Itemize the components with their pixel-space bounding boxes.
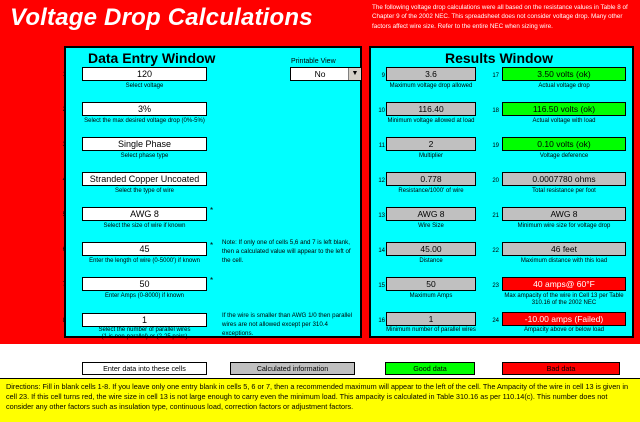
cell-number: 7 bbox=[62, 282, 66, 288]
parallel-wires-result-caption: Minimum number of parallel wires bbox=[386, 327, 476, 333]
cell-number: 14 bbox=[378, 248, 385, 254]
cell-number: 16 bbox=[378, 318, 385, 324]
header-note: The following voltage drop calculations were all based on the resistance values in Table 8 of Chapter 9 of the 2002 NEC. This spreadsheet does not consider voltage drop. Many other factors affect wire size. Refer to the entire NEC when sizing wire. bbox=[372, 4, 628, 30]
cell-number: 1 bbox=[62, 72, 66, 78]
cell-number: 12 bbox=[378, 178, 385, 184]
amps-caption: Enter Amps (0-8000) if known bbox=[104, 293, 185, 299]
distance-result-caption: Distance bbox=[419, 258, 443, 264]
legend-bad-data: Bad data bbox=[502, 362, 620, 375]
cell-number: 3 bbox=[62, 142, 66, 148]
chevron-down-icon[interactable]: ▼ bbox=[348, 68, 361, 80]
wire-type-input[interactable]: Stranded Copper Uncoated bbox=[82, 172, 207, 186]
wire-size-caption: Select the size of wire if known bbox=[103, 223, 186, 229]
cell-number: 8 bbox=[62, 318, 66, 324]
phase-type-input[interactable]: Single Phase bbox=[82, 137, 207, 151]
max-distance-result: 46 feet bbox=[502, 242, 626, 256]
required-star: * bbox=[210, 276, 214, 285]
min-voltage-result-caption: Minimum voltage allowed at load bbox=[387, 118, 475, 124]
distance-result: 45.00 bbox=[386, 242, 476, 256]
min-wire-size-caption: Minimum wire size for voltage drop bbox=[517, 223, 611, 229]
cell-number: 10 bbox=[378, 108, 385, 114]
actual-voltage-load-result: 116.50 volts (ok) bbox=[502, 102, 626, 116]
wire-length-caption: Enter the length of wire (0-5000') if known bbox=[89, 258, 200, 264]
wire-size-result: AWG 8 bbox=[386, 207, 476, 221]
max-voltage-drop-result: 3.6 bbox=[386, 67, 476, 81]
legend-enter-data: Enter data into these cells bbox=[82, 362, 207, 375]
cell-number: 15 bbox=[378, 283, 385, 289]
cell-number: 17 bbox=[492, 73, 499, 79]
cell-number: 19 bbox=[492, 143, 499, 149]
actual-voltage-drop-result: 3.50 volts (ok) bbox=[502, 67, 626, 81]
voltage-difference-result: 0.10 volts (ok) bbox=[502, 137, 626, 151]
max-voltage-drop-input[interactable]: 3% bbox=[82, 102, 207, 116]
max-ampacity-caption-2: 310.16 of the 2002 NEC bbox=[531, 300, 597, 306]
max-ampacity-caption: Max ampacity of the wire in Cell 13 per Table bbox=[504, 293, 624, 299]
cell-number: 11 bbox=[378, 143, 385, 149]
resistance-result-caption: Resistance/1000' of wire bbox=[398, 188, 464, 194]
cell-number: 23 bbox=[492, 283, 499, 289]
multiplier-result: 2 bbox=[386, 137, 476, 151]
results-title: Results Window bbox=[445, 50, 553, 66]
max-voltage-drop-caption: Select the max desired voltage drop (0%-5%) bbox=[84, 118, 205, 124]
data-entry-title: Data Entry Window bbox=[88, 50, 216, 66]
ampacity-difference-caption: Ampacity above or below load bbox=[523, 327, 605, 333]
required-star: * bbox=[210, 241, 214, 250]
printable-view-value: No bbox=[314, 69, 326, 79]
voltage-difference-caption: Voltage deference bbox=[539, 153, 589, 159]
resistance-result: 0.778 bbox=[386, 172, 476, 186]
cell-number: 22 bbox=[492, 248, 499, 254]
required-star: * bbox=[210, 206, 214, 215]
cell-number: 2 bbox=[62, 107, 66, 113]
cell-number: 5 bbox=[62, 212, 66, 218]
max-voltage-drop-result-caption: Maximum voltage drop allowed bbox=[389, 83, 473, 89]
printable-view-label: Printable View bbox=[291, 58, 336, 65]
wire-size-input[interactable]: AWG 8 bbox=[82, 207, 207, 221]
max-amps-result-caption: Maximum Amps bbox=[409, 293, 453, 299]
cell-number: 13 bbox=[378, 213, 385, 219]
cell-number: 18 bbox=[492, 108, 499, 114]
cell-number: 20 bbox=[492, 178, 499, 184]
parallel-wires-caption: Select the number of parallel wires bbox=[98, 327, 191, 333]
wire-size-result-caption: Wire Size bbox=[418, 223, 444, 229]
parallel-wires-result: 1 bbox=[386, 312, 476, 326]
phase-type-caption: Select phase type bbox=[120, 153, 169, 159]
cell-number: 4 bbox=[62, 177, 66, 183]
voltage-caption: Select voltage bbox=[125, 83, 164, 89]
parallel-wires-caption-2: (1 is non-parallel) or (2-25 pairs) bbox=[101, 334, 188, 340]
legend-calculated: Calculated information bbox=[230, 362, 355, 375]
printable-view-select[interactable] bbox=[290, 67, 362, 81]
multiplier-result-caption: Multiplier bbox=[418, 153, 443, 159]
cell-number: 21 bbox=[492, 213, 499, 219]
parallel-wire-note: If the wire is smaller than AWG 1/0 then parallel wires are not allowed except per 310.4 exceptions. bbox=[222, 312, 353, 337]
total-resistance-result: 0.0007780 ohms bbox=[502, 172, 626, 186]
voltage-input[interactable]: 120 bbox=[82, 67, 207, 81]
directions-text: Directions: Fill in blank cells 1-8. If you leave only one entry blank in cells 5, 6 or 7, then a recommended maximum will appear to the left of the cell. The Ampacity of the wire in cell 13 is given in cell 23. If this cell turns red, the wire size in cell 13 is not large enough to carry even the minimum load. This ampacity is calculated in Table 310.16 as per 110.14(c). This number does not consider any other factors such as insulation type, continuous load, correction factors or adjustment factors. bbox=[0, 378, 640, 422]
cell-number: 9 bbox=[381, 73, 385, 79]
legend-good-data: Good data bbox=[385, 362, 475, 375]
cell-number: 6 bbox=[62, 247, 66, 253]
wire-type-caption: Select the type of wire bbox=[114, 188, 175, 194]
actual-voltage-load-caption: Actual voltage with load bbox=[532, 118, 596, 124]
actual-voltage-drop-caption: Actual voltage drop bbox=[538, 83, 590, 89]
wire-length-input[interactable]: 45 bbox=[82, 242, 207, 256]
min-voltage-result: 116.40 bbox=[386, 102, 476, 116]
ampacity-difference-result: -10.00 amps (Failed) bbox=[502, 312, 626, 326]
parallel-wires-input[interactable]: 1 bbox=[82, 313, 207, 327]
max-ampacity-result: 40 amps@ 60°F bbox=[502, 277, 626, 291]
max-distance-caption: Maximum distance with this load bbox=[520, 258, 608, 264]
max-amps-result: 50 bbox=[386, 277, 476, 291]
blank-cell-note: Note: If only one of cells 5,6 and 7 is left blank, then a calculated value will appear to the left of the cell. bbox=[222, 239, 351, 264]
min-wire-size-result: AWG 8 bbox=[502, 207, 626, 221]
amps-input[interactable]: 50 bbox=[82, 277, 207, 291]
cell-number: 24 bbox=[492, 318, 499, 324]
page-title: Voltage Drop Calculations bbox=[10, 4, 313, 31]
total-resistance-caption: Total resistance per foot bbox=[532, 188, 596, 194]
